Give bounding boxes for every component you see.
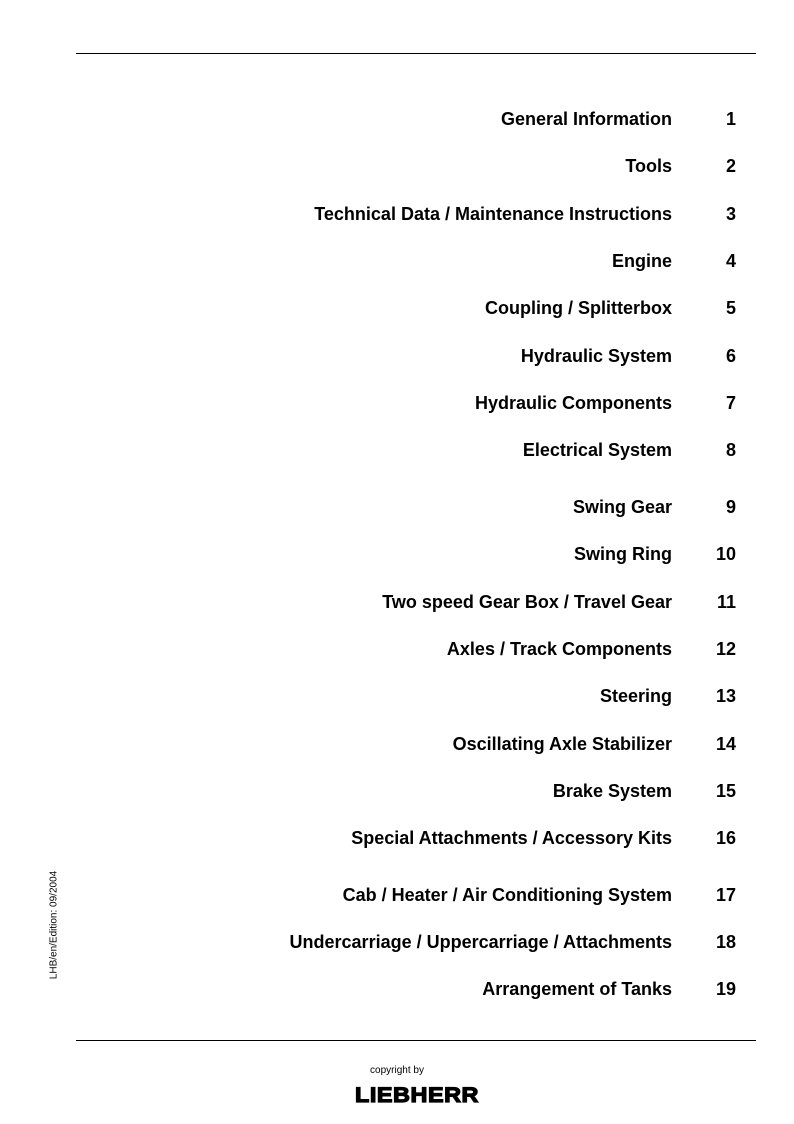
bottom-rule <box>76 1040 756 1041</box>
toc-item-1[interactable] <box>0 107 794 131</box>
toc-title: Cab / Heater / Air Conditioning System <box>342 885 672 905</box>
toc-item-14[interactable] <box>0 732 794 756</box>
copyright-text: copyright by <box>370 1065 424 1076</box>
toc-number: 16 <box>715 828 736 848</box>
toc-item-16[interactable] <box>0 826 794 850</box>
toc-number: 10 <box>715 544 736 564</box>
toc-item-17[interactable] <box>0 883 794 907</box>
toc-item-5[interactable] <box>0 296 794 320</box>
top-rule <box>76 53 756 54</box>
toc-number: 18 <box>715 932 736 952</box>
toc-number: 9 <box>725 497 736 517</box>
toc-number: 13 <box>715 686 736 706</box>
toc-number: 1 <box>725 109 736 129</box>
toc-title: Brake System <box>552 781 672 801</box>
toc-item-12[interactable] <box>0 637 794 661</box>
toc-item-15[interactable] <box>0 779 794 803</box>
toc-title: Special Attachments / Accessory Kits <box>351 828 672 848</box>
toc-title: Swing Gear <box>572 497 672 517</box>
toc-item-8[interactable] <box>0 438 794 462</box>
toc-item-2[interactable] <box>0 154 794 178</box>
toc-title: Arrangement of Tanks <box>482 979 672 999</box>
toc-number: 11 <box>716 592 736 612</box>
toc-title: Technical Data / Maintenance Instructions <box>314 204 672 224</box>
toc-item-18[interactable] <box>0 930 794 954</box>
toc-item-11[interactable] <box>0 590 794 614</box>
toc-title: Axles / Track Components <box>446 639 672 659</box>
toc-item-4[interactable] <box>0 249 794 273</box>
edition-note: LHB/en/Edition: 09/2004 <box>48 870 60 980</box>
toc-number: 4 <box>725 251 736 271</box>
toc-item-3[interactable] <box>0 202 794 226</box>
toc-title: Hydraulic System <box>520 346 672 366</box>
toc-title: Coupling / Splitterbox <box>485 298 672 318</box>
toc-item-9[interactable] <box>0 495 794 519</box>
toc-title: Electrical System <box>522 440 672 460</box>
toc-number: 14 <box>715 734 736 754</box>
toc-number: 19 <box>715 979 736 999</box>
logo-text: LIEBHERR <box>355 1084 479 1106</box>
toc-title: Hydraulic Components <box>474 393 672 413</box>
toc-number: 12 <box>715 639 736 659</box>
toc-title: Oscillating Axle Stabilizer <box>452 734 672 754</box>
toc-title: Steering <box>599 686 672 706</box>
toc-title: Swing Ring <box>574 544 672 564</box>
toc-number: 7 <box>725 393 736 413</box>
toc-item-6[interactable] <box>0 344 794 368</box>
toc-item-7[interactable] <box>0 391 794 415</box>
toc-number: 8 <box>725 440 736 460</box>
toc-title: Engine <box>611 251 672 271</box>
toc-title: Undercarriage / Uppercarriage / Attachments <box>289 932 672 952</box>
toc-number: 3 <box>725 204 736 224</box>
toc-title: General Information <box>500 109 672 129</box>
toc-number: 2 <box>725 156 736 176</box>
toc-number: 5 <box>725 298 736 318</box>
toc-item-19[interactable] <box>0 977 794 1001</box>
toc-title: Tools <box>625 156 672 176</box>
toc-item-13[interactable] <box>0 684 794 708</box>
toc-number: 15 <box>715 781 736 801</box>
toc-number: 17 <box>715 885 736 905</box>
toc-number: 6 <box>725 346 736 366</box>
toc-title: Two speed Gear Box / Travel Gear <box>382 592 672 612</box>
toc-item-10[interactable] <box>0 542 794 566</box>
liebherr-logo <box>353 1082 481 1106</box>
